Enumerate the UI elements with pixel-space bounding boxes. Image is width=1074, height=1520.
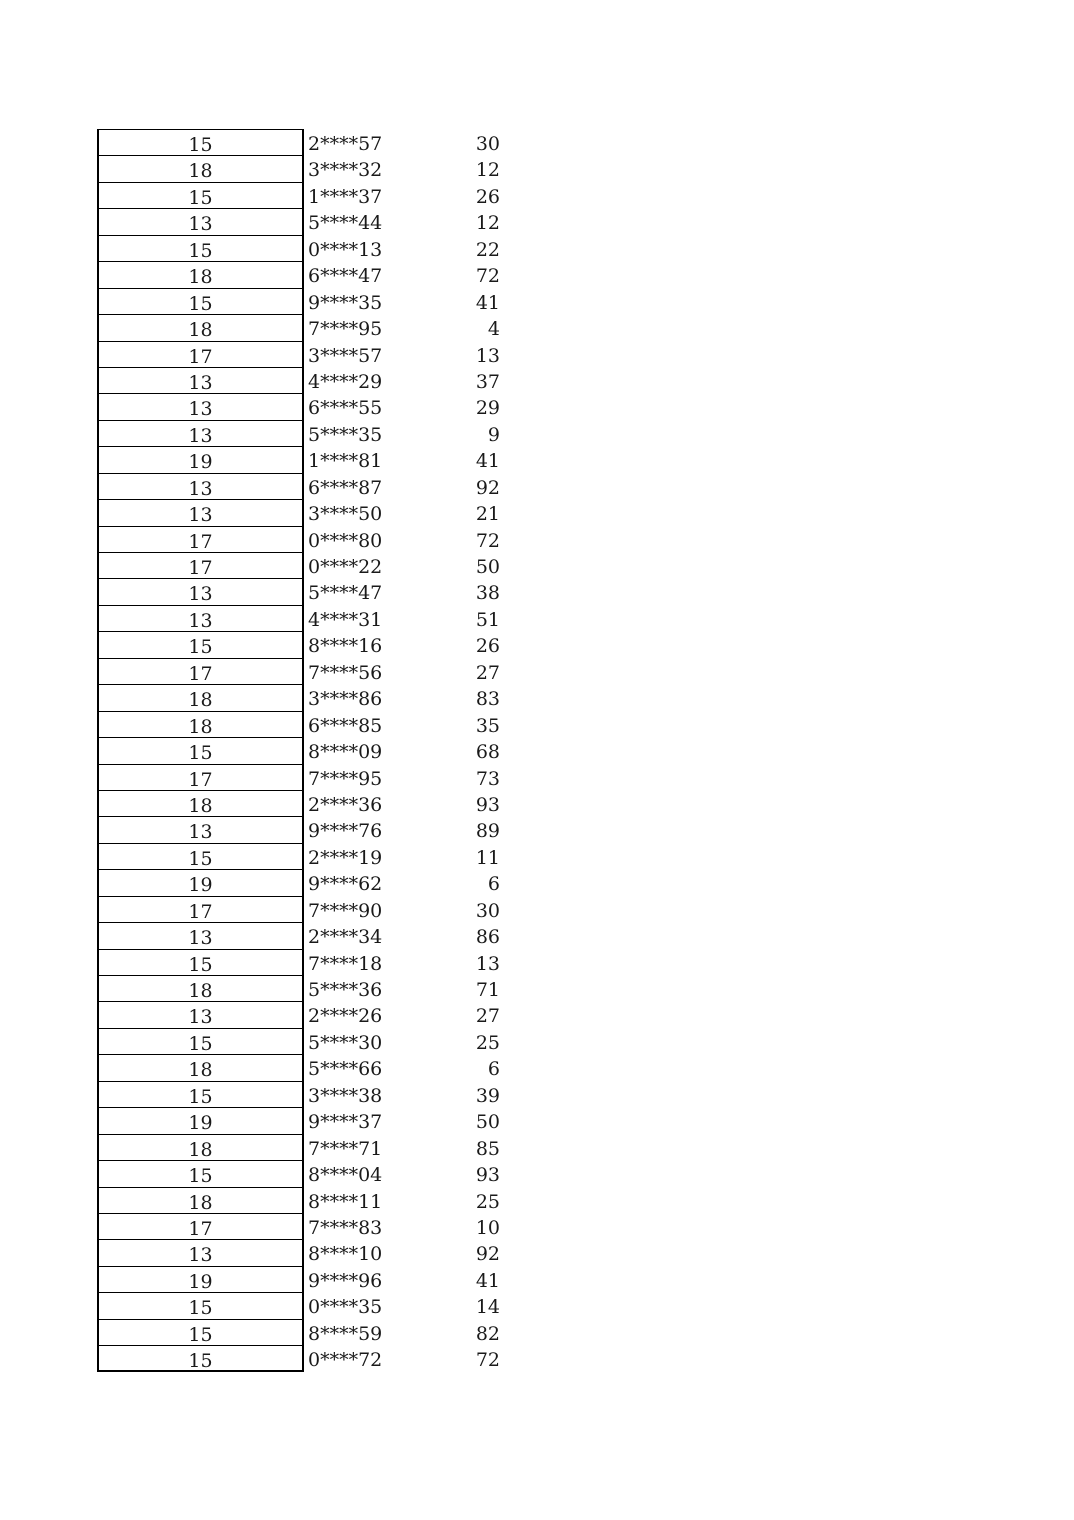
cell-bordered-value[interactable]: 15 (97, 235, 304, 261)
cell-bordered-value[interactable]: 18 (97, 1187, 304, 1213)
cell-bordered-value[interactable]: 18 (97, 314, 304, 340)
cell-bordered-value[interactable]: 15 (97, 1345, 304, 1371)
cell-masked-id[interactable]: 9****37 (308, 1111, 383, 1134)
table-row (97, 1266, 500, 1292)
cell-bordered-value[interactable]: 17 (97, 896, 304, 922)
table-row (97, 208, 500, 234)
cell-masked-id[interactable]: 2****19 (308, 846, 383, 869)
cell-bordered-value[interactable]: 15 (97, 1319, 304, 1345)
cell-number[interactable]: 41 (475, 1269, 500, 1292)
cell-number[interactable]: 71 (475, 979, 500, 1001)
cell-masked-id[interactable]: 2****26 (308, 1005, 383, 1028)
cell-bordered-value[interactable]: 13 (97, 816, 304, 842)
cell-bordered-value[interactable]: 17 (97, 552, 304, 578)
cell-bordered-value[interactable]: 13 (97, 208, 304, 234)
cell-bordered-value[interactable]: 13 (97, 473, 304, 499)
cell-masked-id[interactable]: 3****50 (308, 503, 383, 526)
cell-number[interactable]: 41 (475, 291, 500, 314)
table-row (97, 182, 500, 208)
cell-masked-id[interactable]: 7****71 (308, 1137, 383, 1160)
table-row (97, 552, 500, 578)
cell-bordered-value[interactable]: 17 (97, 658, 304, 684)
cell-bordered-value[interactable]: 15 (97, 1292, 304, 1318)
cell-bordered-value[interactable]: 13 (97, 1001, 304, 1027)
cell-number[interactable]: 6 (487, 1058, 500, 1081)
cell-masked-id[interactable]: 6****85 (308, 714, 383, 737)
cell-masked-id[interactable]: 0****13 (308, 238, 383, 261)
cell-masked-id[interactable]: 8****09 (308, 741, 383, 764)
cell-masked-id[interactable]: 3****38 (308, 1084, 383, 1107)
cell-number[interactable]: 4 (487, 318, 500, 341)
cell-bordered-value[interactable]: 18 (97, 155, 304, 181)
cell-masked-id[interactable]: 0****35 (308, 1296, 383, 1319)
cell-masked-id[interactable]: 0****22 (308, 556, 383, 578)
table-row (97, 711, 500, 737)
table-row (97, 764, 500, 790)
cell-masked-id[interactable]: 0****80 (308, 529, 383, 552)
cell-bordered-value[interactable]: 17 (97, 341, 304, 367)
cell-number[interactable]: 37 (475, 370, 500, 393)
cell-masked-id[interactable]: 9****35 (308, 291, 383, 314)
cell-masked-id[interactable]: 5****30 (308, 1031, 383, 1054)
table-row (97, 499, 500, 525)
cell-number[interactable]: 12 (475, 212, 500, 235)
table-row (97, 1292, 500, 1318)
cell-bordered-value[interactable]: 15 (97, 129, 304, 155)
cell-number[interactable]: 50 (475, 556, 500, 578)
cell-bordered-value[interactable]: 15 (97, 949, 304, 975)
table-row (97, 737, 500, 763)
cell-number[interactable]: 83 (475, 688, 500, 711)
table-row (97, 1213, 500, 1239)
cell-number[interactable]: 30 (475, 133, 500, 155)
cell-bordered-value[interactable]: 15 (97, 288, 304, 314)
table-row (97, 1345, 500, 1371)
cell-number[interactable]: 68 (475, 741, 500, 764)
cell-masked-id[interactable]: 4****31 (308, 608, 383, 631)
cell-bordered-value[interactable]: 19 (97, 1107, 304, 1133)
cell-number[interactable]: 21 (475, 503, 500, 526)
cell-bordered-value[interactable]: 18 (97, 1134, 304, 1160)
table-row (97, 1028, 500, 1054)
cell-number[interactable]: 41 (475, 450, 500, 473)
cell-bordered-value[interactable]: 15 (97, 843, 304, 869)
cell-masked-id[interactable]: 3****32 (308, 159, 383, 182)
cell-number[interactable]: 25 (475, 1190, 500, 1213)
cell-bordered-value[interactable]: 18 (97, 261, 304, 287)
cell-number[interactable]: 93 (475, 1164, 500, 1187)
table-row (97, 314, 500, 340)
cell-masked-id[interactable]: 6****55 (308, 397, 383, 420)
cell-number[interactable]: 82 (475, 1322, 500, 1345)
cell-bordered-value[interactable]: 17 (97, 526, 304, 552)
cell-number[interactable]: 73 (475, 767, 500, 790)
cell-bordered-value[interactable]: 18 (97, 684, 304, 710)
cell-bordered-value[interactable]: 13 (97, 605, 304, 631)
cell-masked-id[interactable]: 5****44 (308, 212, 383, 235)
cell-masked-id[interactable]: 2****36 (308, 793, 383, 816)
table-row (97, 367, 500, 393)
cell-bordered-value[interactable]: 13 (97, 499, 304, 525)
cell-masked-id[interactable]: 9****76 (308, 820, 383, 843)
cell-bordered-value[interactable]: 13 (97, 922, 304, 948)
table-row (97, 1187, 500, 1213)
cell-masked-id[interactable]: 2****57 (308, 133, 383, 155)
table-row (97, 1081, 500, 1107)
cell-number[interactable]: 13 (475, 344, 500, 367)
cell-number[interactable]: 89 (475, 820, 500, 843)
cell-bordered-value[interactable]: 15 (97, 737, 304, 763)
cell-bordered-value[interactable]: 18 (97, 975, 304, 1001)
cell-masked-id[interactable]: 3****86 (308, 688, 383, 711)
table-row (97, 155, 500, 181)
table-row (97, 446, 500, 472)
cell-number[interactable]: 50 (475, 1111, 500, 1134)
cell-number[interactable]: 6 (487, 873, 500, 896)
cell-number[interactable]: 12 (475, 159, 500, 182)
cell-masked-id[interactable]: 8****10 (308, 1243, 383, 1266)
cell-masked-id[interactable]: 5****66 (308, 1058, 383, 1081)
table-row (97, 949, 500, 975)
cell-masked-id[interactable]: 8****11 (308, 1190, 383, 1213)
table-row (97, 578, 500, 604)
cell-masked-id[interactable]: 0****72 (308, 1349, 383, 1372)
cell-masked-id[interactable]: 7****18 (308, 952, 383, 975)
cell-bordered-value[interactable]: 15 (97, 1028, 304, 1054)
cell-bordered-value[interactable]: 15 (97, 631, 304, 657)
table-row (97, 843, 500, 869)
cell-number[interactable]: 30 (475, 899, 500, 922)
table-row (97, 1001, 500, 1027)
table-row (97, 975, 500, 1001)
cell-number[interactable]: 29 (475, 397, 500, 420)
table-row (97, 684, 500, 710)
spreadsheet-table (97, 129, 500, 1372)
table-row (97, 420, 500, 446)
cell-masked-id[interactable]: 5****47 (308, 582, 383, 605)
table-row (97, 605, 500, 631)
cell-masked-id[interactable]: 8****59 (308, 1322, 383, 1345)
cell-number[interactable]: 39 (475, 1084, 500, 1107)
cell-number[interactable]: 22 (475, 238, 500, 261)
cell-number[interactable]: 11 (475, 846, 500, 869)
cell-masked-id[interactable]: 1****37 (308, 185, 383, 208)
table-row (97, 526, 500, 552)
table-row (97, 1160, 500, 1186)
table-row (97, 393, 500, 419)
cell-masked-id[interactable]: 3****57 (308, 344, 383, 367)
cell-bordered-value[interactable]: 15 (97, 1081, 304, 1107)
cell-bordered-value[interactable]: 13 (97, 1239, 304, 1265)
cell-number[interactable]: 10 (475, 1216, 500, 1239)
table-row (97, 129, 500, 155)
table-row (97, 896, 500, 922)
cell-masked-id[interactable]: 8****16 (308, 635, 383, 658)
table-row (97, 473, 500, 499)
table-row (97, 658, 500, 684)
cell-number[interactable]: 85 (475, 1137, 500, 1160)
cell-masked-id[interactable]: 6****47 (308, 265, 383, 288)
cell-number[interactable]: 26 (475, 635, 500, 658)
table-row (97, 341, 500, 367)
table-row (97, 922, 500, 948)
cell-bordered-value[interactable]: 19 (97, 1266, 304, 1292)
cell-masked-id[interactable]: 2****34 (308, 926, 383, 949)
cell-masked-id[interactable]: 7****56 (308, 661, 383, 684)
cell-number[interactable]: 25 (475, 1031, 500, 1054)
cell-masked-id[interactable]: 9****96 (308, 1269, 383, 1292)
table-row (97, 790, 500, 816)
cell-number[interactable]: 92 (475, 476, 500, 499)
table-row (97, 1239, 500, 1265)
cell-number[interactable]: 93 (475, 793, 500, 816)
cell-masked-id[interactable]: 4****29 (308, 370, 383, 393)
cell-masked-id[interactable]: 8****04 (308, 1164, 383, 1187)
table-row (97, 1319, 500, 1345)
cell-number[interactable]: 9 (487, 423, 500, 446)
cell-bordered-value[interactable]: 19 (97, 446, 304, 472)
cell-bordered-value[interactable]: 17 (97, 764, 304, 790)
cell-number[interactable]: 72 (475, 265, 500, 288)
cell-number[interactable]: 86 (475, 926, 500, 949)
cell-masked-id[interactable]: 7****83 (308, 1216, 383, 1239)
cell-bordered-value[interactable]: 18 (97, 711, 304, 737)
cell-bordered-value[interactable]: 18 (97, 1054, 304, 1080)
cell-number[interactable]: 51 (475, 608, 500, 631)
table-row (97, 1054, 500, 1080)
cell-number[interactable]: 35 (475, 714, 500, 737)
cell-number[interactable]: 72 (475, 1349, 500, 1372)
table-row (97, 288, 500, 314)
cell-masked-id[interactable]: 5****35 (308, 423, 383, 446)
cell-number[interactable]: 14 (475, 1296, 500, 1319)
cell-masked-id[interactable]: 7****95 (308, 318, 383, 341)
cell-bordered-value[interactable]: 19 (97, 869, 304, 895)
table-row (97, 869, 500, 895)
table-row (97, 816, 500, 842)
table-row (97, 631, 500, 657)
cell-bordered-value[interactable]: 17 (97, 1213, 304, 1239)
cell-number[interactable]: 92 (475, 1243, 500, 1266)
cell-bordered-value[interactable]: 13 (97, 420, 304, 446)
cell-number[interactable]: 27 (475, 661, 500, 684)
cell-bordered-value[interactable]: 15 (97, 182, 304, 208)
cell-masked-id[interactable]: 1****81 (308, 450, 383, 473)
cell-masked-id[interactable]: 7****90 (308, 899, 383, 922)
cell-number[interactable]: 13 (475, 952, 500, 975)
table-row (97, 235, 500, 261)
cell-bordered-value[interactable]: 18 (97, 790, 304, 816)
cell-bordered-value[interactable]: 13 (97, 393, 304, 419)
cell-number[interactable]: 27 (475, 1005, 500, 1028)
cell-masked-id[interactable]: 6****87 (308, 476, 383, 499)
cell-masked-id[interactable]: 9****62 (308, 873, 383, 896)
table-row (97, 261, 500, 287)
cell-bordered-value[interactable]: 15 (97, 1160, 304, 1186)
cell-number[interactable]: 72 (475, 529, 500, 552)
cell-number[interactable]: 26 (475, 185, 500, 208)
cell-bordered-value[interactable]: 13 (97, 578, 304, 604)
table-row (97, 1134, 500, 1160)
cell-number[interactable]: 38 (475, 582, 500, 605)
cell-masked-id[interactable]: 7****95 (308, 767, 383, 790)
cell-bordered-value[interactable]: 13 (97, 367, 304, 393)
table-row (97, 1107, 500, 1133)
cell-masked-id[interactable]: 5****36 (308, 979, 383, 1001)
